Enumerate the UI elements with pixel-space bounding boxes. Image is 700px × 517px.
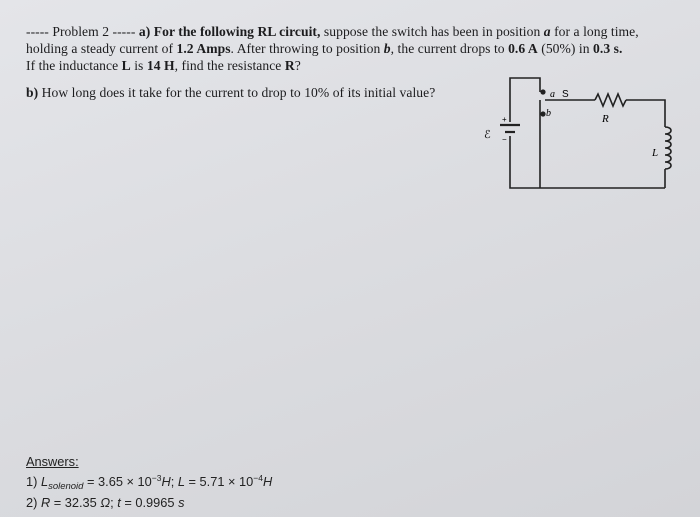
answer-1-exp2: −4 <box>253 473 263 483</box>
time-unit: s. <box>610 41 623 56</box>
answer-2-sep: ; <box>110 495 118 510</box>
L-solenoid-symbol: L <box>40 474 49 489</box>
battery-minus-label: − <box>502 135 507 144</box>
dashes-open: ----- <box>26 24 49 39</box>
line3-text1: If the inductance <box>26 58 122 73</box>
initial-current: 1.2 Amps <box>176 41 231 56</box>
resistor-label: R <box>602 113 609 125</box>
percent-text: (50%) in <box>537 41 594 56</box>
line3-text3: , find the resistance <box>174 58 285 73</box>
wire-left-top <box>510 78 540 122</box>
part-b-label: b) <box>26 85 39 100</box>
problem-line-3 <box>26 58 301 74</box>
switch-s-label: S <box>562 89 569 100</box>
seconds-unit: s <box>178 495 185 510</box>
answer-1-exp1: −3 <box>151 473 162 483</box>
answer-2-eq-t: = 0.9965 <box>120 495 179 510</box>
R-label: R <box>284 58 295 73</box>
answer-2-number: 2) <box>26 495 41 510</box>
inductance-value: 14 H <box>146 58 175 73</box>
answer-1-unit1: H <box>161 474 171 489</box>
answer-1-number: 1) <box>26 474 41 489</box>
switch-b-label: b <box>546 108 551 119</box>
answer-1-eq1: = 3.65 × 10 <box>83 474 152 489</box>
time-value: 0.3 <box>593 41 611 56</box>
line3-text4: ? <box>294 58 301 73</box>
part-a-text1: suppose the switch has been in position <box>320 24 544 39</box>
dashes-close: ----- <box>112 24 136 39</box>
t-symbol: t <box>117 495 121 510</box>
final-current: 0.6 A <box>508 41 538 56</box>
answer-1-eq2: = 5.71 × 10 <box>184 474 254 489</box>
inductor-coil <box>665 127 671 169</box>
part-a-bold: For the following RL circuit, <box>153 24 321 39</box>
rl-circuit-diagram <box>470 72 680 202</box>
inductor-label: L <box>652 147 659 159</box>
switch-contact-a <box>540 89 545 94</box>
wire-left-bottom <box>510 136 540 188</box>
line3-text2: is <box>130 58 147 73</box>
line2-text2: . After throwing to position <box>230 41 384 56</box>
switch-a-label: a <box>550 89 555 100</box>
part-a-label: a) <box>138 24 151 39</box>
problem-label: Problem 2 <box>52 24 110 39</box>
L-symbol: L <box>177 474 185 489</box>
wire-to-inductor <box>626 100 665 127</box>
answer-line-1 <box>26 470 272 495</box>
resistor-zigzag <box>595 94 626 106</box>
problem-line-b <box>26 85 435 101</box>
answer-1-sep: ; <box>170 474 178 489</box>
answers-block <box>26 454 272 511</box>
answer-1-unit2: H <box>262 474 273 489</box>
line2-text1: holding a steady current of <box>26 41 177 56</box>
L-solenoid-subscript: solenoid <box>48 481 84 492</box>
L-label: L <box>121 58 131 73</box>
answer-line-2 <box>26 495 272 511</box>
battery-emf-label: ℰ <box>484 128 491 141</box>
line2-text3: , the current drops to <box>390 41 509 56</box>
position-a: a <box>543 24 551 39</box>
problem-line-2 <box>26 41 622 57</box>
answers-heading: Answers: <box>26 454 79 469</box>
switch-contact-b <box>540 111 545 116</box>
ohm-unit: Ω <box>100 495 111 510</box>
part-b-text: How long does it take for the current to drop to 10% of its initial value? <box>38 85 436 100</box>
part-a-text2: for a long time, <box>550 24 639 39</box>
R-symbol: R <box>40 495 51 510</box>
battery-plus-label: + <box>502 115 507 124</box>
position-b: b <box>383 41 391 56</box>
answer-2-eq: = 32.35 <box>50 495 101 510</box>
problem-line-1 <box>26 24 639 40</box>
